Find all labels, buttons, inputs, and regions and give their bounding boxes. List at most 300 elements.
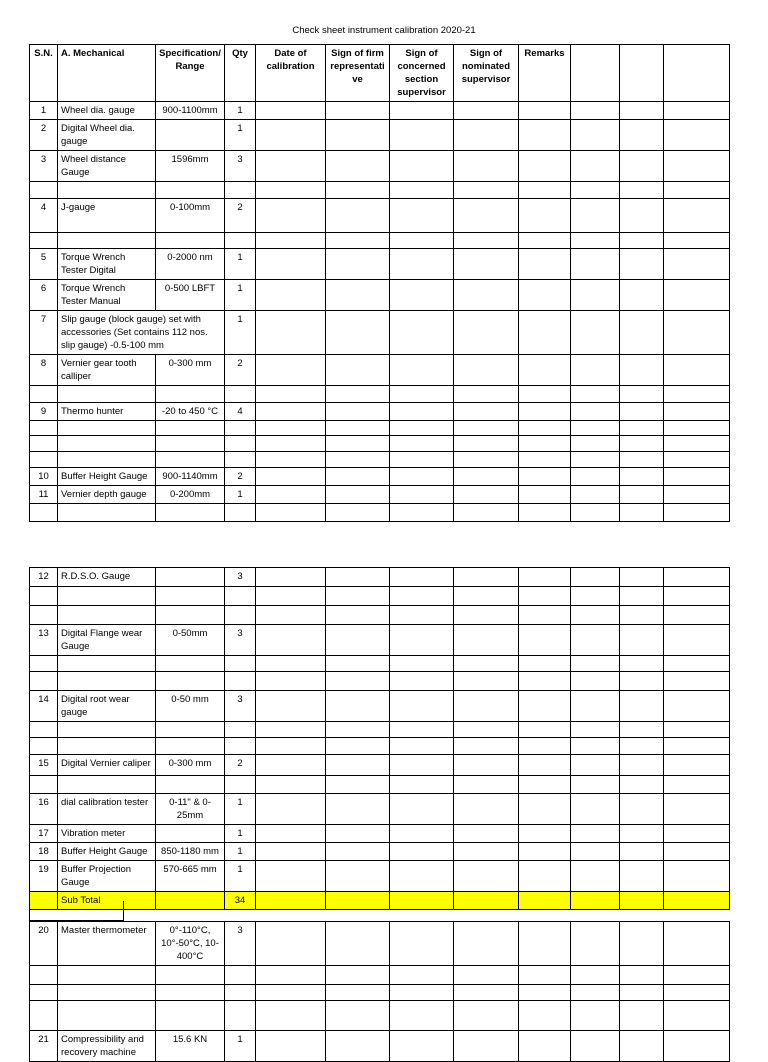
header-qty: Qty bbox=[225, 45, 256, 102]
instrument-name-cell: Digital root wear gauge bbox=[58, 691, 156, 722]
blank-cell bbox=[571, 421, 620, 436]
specification-cell: -20 to 450 °C bbox=[156, 403, 225, 421]
blank-cell bbox=[571, 468, 620, 486]
date-cell bbox=[256, 722, 326, 738]
instrument-name-cell: Wheel distance Gauge bbox=[58, 151, 156, 182]
blank-cell bbox=[620, 436, 664, 452]
date-cell bbox=[256, 794, 326, 825]
sign-section-cell bbox=[390, 486, 454, 504]
sign-firm-cell bbox=[326, 672, 390, 691]
specification-cell bbox=[156, 985, 225, 1001]
blank-cell bbox=[664, 861, 730, 892]
blank-row bbox=[30, 656, 730, 672]
blank-cell bbox=[620, 794, 664, 825]
instrument-name-cell bbox=[58, 776, 156, 794]
table-row bbox=[30, 120, 730, 151]
blank-cell bbox=[571, 436, 620, 452]
quantity-cell bbox=[225, 421, 256, 436]
instrument-name-cell bbox=[58, 587, 156, 606]
date-cell bbox=[256, 1001, 326, 1031]
sign-nominated-cell bbox=[454, 120, 519, 151]
blank-cell bbox=[571, 182, 620, 199]
page-title: Check sheet instrument calibration 2020-21 bbox=[292, 25, 476, 36]
table-row bbox=[30, 568, 730, 587]
sign-section-cell bbox=[390, 151, 454, 182]
sign-firm-cell bbox=[326, 233, 390, 249]
date-cell bbox=[256, 922, 326, 966]
instrument-name-cell bbox=[58, 966, 156, 985]
sign-section-cell bbox=[390, 421, 454, 436]
blank-cell bbox=[620, 120, 664, 151]
serial-number-cell: 3 bbox=[30, 151, 58, 182]
blank-cell bbox=[571, 672, 620, 691]
blank-cell bbox=[620, 1031, 664, 1062]
table-row bbox=[30, 625, 730, 656]
sign-section-cell bbox=[390, 966, 454, 985]
blank-cell bbox=[664, 102, 730, 120]
quantity-cell: 2 bbox=[225, 468, 256, 486]
sign-section-cell bbox=[390, 568, 454, 587]
blank-cell bbox=[664, 355, 730, 386]
blank-cell bbox=[571, 403, 620, 421]
remarks-cell bbox=[519, 249, 571, 280]
quantity-cell bbox=[225, 738, 256, 755]
blank-cell bbox=[664, 656, 730, 672]
instrument-name-cell: dial calibration tester bbox=[58, 794, 156, 825]
header-date: Date of calibration bbox=[256, 45, 326, 102]
blank-cell bbox=[664, 568, 730, 587]
blank-cell bbox=[571, 102, 620, 120]
specification-cell bbox=[156, 1001, 225, 1031]
blank-row bbox=[30, 738, 730, 755]
sign-section-cell bbox=[390, 468, 454, 486]
date-cell bbox=[256, 691, 326, 722]
serial-number-cell: 15 bbox=[30, 755, 58, 776]
date-cell bbox=[256, 843, 326, 861]
table-row bbox=[30, 825, 730, 843]
header-sign-nominated: Sign of nominated supervisor bbox=[454, 45, 519, 102]
blank-cell bbox=[620, 625, 664, 656]
sign-nominated-cell bbox=[454, 691, 519, 722]
serial-number-cell: 6 bbox=[30, 280, 58, 311]
blank-cell bbox=[571, 1001, 620, 1031]
blank-cell bbox=[571, 386, 620, 403]
blank-cell bbox=[620, 504, 664, 522]
serial-number-cell: 16 bbox=[30, 794, 58, 825]
blank-cell bbox=[571, 985, 620, 1001]
blank-cell bbox=[664, 486, 730, 504]
date-cell bbox=[256, 233, 326, 249]
remarks-cell bbox=[519, 504, 571, 522]
sign-section-cell bbox=[390, 776, 454, 794]
specification-cell: 0-11" & 0-25mm bbox=[156, 794, 225, 825]
sign-section-cell bbox=[390, 922, 454, 966]
blank-cell bbox=[620, 233, 664, 249]
specification-cell: 0-300 mm bbox=[156, 355, 225, 386]
specification-cell bbox=[156, 421, 225, 436]
quantity-cell: 3 bbox=[225, 691, 256, 722]
quantity-cell: 2 bbox=[225, 355, 256, 386]
serial-number-cell bbox=[30, 656, 58, 672]
sign-nominated-cell bbox=[454, 861, 519, 892]
quantity-cell bbox=[225, 452, 256, 468]
sign-nominated-cell bbox=[454, 436, 519, 452]
blank-cell bbox=[620, 1001, 664, 1031]
blank-cell bbox=[620, 861, 664, 892]
serial-number-cell: 21 bbox=[30, 1031, 58, 1062]
blank-cell bbox=[664, 182, 730, 199]
blank-cell bbox=[571, 656, 620, 672]
instrument-name-cell: Wheel dia. gauge bbox=[58, 102, 156, 120]
table-row bbox=[30, 468, 730, 486]
sign-nominated-cell bbox=[454, 452, 519, 468]
blank-cell bbox=[571, 151, 620, 182]
blank-cell bbox=[664, 587, 730, 606]
instrument-name-cell: Buffer Height Gauge bbox=[58, 843, 156, 861]
blank-row bbox=[30, 386, 730, 403]
sign-firm-cell bbox=[326, 825, 390, 843]
table-row bbox=[30, 755, 730, 776]
blank-cell bbox=[664, 922, 730, 966]
remarks-cell bbox=[519, 794, 571, 825]
remarks-cell bbox=[519, 151, 571, 182]
sign-nominated-cell bbox=[454, 587, 519, 606]
sign-nominated-cell bbox=[454, 568, 519, 587]
header-blank bbox=[571, 45, 620, 102]
sign-nominated-cell bbox=[454, 311, 519, 355]
blank-cell bbox=[664, 738, 730, 755]
date-cell bbox=[256, 421, 326, 436]
quantity-cell bbox=[225, 436, 256, 452]
remarks-cell bbox=[519, 755, 571, 776]
serial-number-cell: 19 bbox=[30, 861, 58, 892]
specification-cell: 850-1180 mm bbox=[156, 843, 225, 861]
blank-cell bbox=[620, 843, 664, 861]
serial-number-cell: 14 bbox=[30, 691, 58, 722]
instrument-name-cell bbox=[58, 436, 156, 452]
header-mechanical: A. Mechanical bbox=[58, 45, 156, 102]
remarks-cell bbox=[519, 966, 571, 985]
sign-section-cell bbox=[390, 861, 454, 892]
blank-cell bbox=[620, 468, 664, 486]
instrument-name-cell bbox=[58, 386, 156, 403]
instrument-name-cell: Master thermometer bbox=[58, 922, 156, 966]
serial-number-cell: 12 bbox=[30, 568, 58, 587]
quantity-cell bbox=[225, 966, 256, 985]
sign-firm-cell bbox=[326, 386, 390, 403]
table-row bbox=[30, 151, 730, 182]
blank-cell bbox=[571, 486, 620, 504]
sign-section-cell bbox=[390, 738, 454, 755]
blank-row bbox=[30, 672, 730, 691]
sign-section-cell bbox=[390, 1031, 454, 1062]
blank-cell bbox=[620, 403, 664, 421]
specification-cell: 0-50 mm bbox=[156, 691, 225, 722]
date-cell bbox=[256, 452, 326, 468]
instrument-name-cell: Buffer Height Gauge bbox=[58, 468, 156, 486]
instrument-name-cell: Digital Vernier caliper bbox=[58, 755, 156, 776]
blank-cell bbox=[571, 452, 620, 468]
serial-number-cell bbox=[30, 504, 58, 522]
blank-cell bbox=[620, 311, 664, 355]
date-cell bbox=[256, 606, 326, 625]
blank-cell bbox=[620, 280, 664, 311]
serial-number-cell: 10 bbox=[30, 468, 58, 486]
sign-firm-cell bbox=[326, 102, 390, 120]
remarks-cell bbox=[519, 486, 571, 504]
blank-cell bbox=[620, 486, 664, 504]
sign-nominated-cell bbox=[454, 102, 519, 120]
instrument-name-cell bbox=[58, 233, 156, 249]
sign-nominated-cell bbox=[454, 606, 519, 625]
specification-cell: 0°-110°C, 10°-50°C, 10-400°C bbox=[156, 922, 225, 966]
blank-row bbox=[30, 587, 730, 606]
table-stub bbox=[29, 901, 124, 921]
quantity-cell: 2 bbox=[225, 199, 256, 233]
date-cell bbox=[256, 656, 326, 672]
date-cell bbox=[256, 355, 326, 386]
remarks-cell bbox=[519, 691, 571, 722]
remarks-cell bbox=[519, 120, 571, 151]
instrument-name-cell: Digital Wheel dia. gauge bbox=[58, 120, 156, 151]
specification-cell: 0-100mm bbox=[156, 199, 225, 233]
blank-cell bbox=[664, 151, 730, 182]
serial-number-cell: 20 bbox=[30, 922, 58, 966]
sign-nominated-cell bbox=[454, 199, 519, 233]
specification-cell bbox=[156, 568, 225, 587]
date-cell bbox=[256, 403, 326, 421]
blank-row bbox=[30, 985, 730, 1001]
instrument-name-cell: J-gauge bbox=[58, 199, 156, 233]
serial-number-cell bbox=[30, 738, 58, 755]
date-cell bbox=[256, 738, 326, 755]
sign-section-cell bbox=[390, 1001, 454, 1031]
specification-cell bbox=[156, 436, 225, 452]
blank-cell bbox=[571, 966, 620, 985]
remarks-cell bbox=[519, 403, 571, 421]
quantity-cell bbox=[225, 776, 256, 794]
instrument-name-cell bbox=[58, 722, 156, 738]
blank-cell bbox=[664, 199, 730, 233]
quantity-cell: 1 bbox=[225, 486, 256, 504]
blank-cell bbox=[620, 966, 664, 985]
blank-cell bbox=[664, 311, 730, 355]
date-cell bbox=[256, 311, 326, 355]
blank-row bbox=[30, 504, 730, 522]
blank-cell bbox=[620, 587, 664, 606]
sign-firm-cell bbox=[326, 738, 390, 755]
sign-nominated-cell bbox=[454, 504, 519, 522]
sign-section-cell bbox=[390, 587, 454, 606]
blank-cell bbox=[571, 738, 620, 755]
instrument-name-cell: Compressibility and recovery machine bbox=[58, 1031, 156, 1062]
blank-cell bbox=[620, 355, 664, 386]
sign-section-cell bbox=[390, 452, 454, 468]
sign-section-cell bbox=[390, 625, 454, 656]
table-row bbox=[30, 794, 730, 825]
remarks-cell bbox=[519, 233, 571, 249]
specification-cell: 15.6 KN bbox=[156, 1031, 225, 1062]
quantity-cell: 1 bbox=[225, 794, 256, 825]
blank-cell bbox=[664, 606, 730, 625]
date-cell bbox=[256, 486, 326, 504]
specification-cell bbox=[156, 233, 225, 249]
blank-cell bbox=[620, 922, 664, 966]
sign-firm-cell bbox=[326, 182, 390, 199]
blank-row bbox=[30, 182, 730, 199]
blank-cell bbox=[620, 452, 664, 468]
sign-nominated-cell bbox=[454, 892, 519, 910]
blank-cell bbox=[620, 722, 664, 738]
quantity-cell: 3 bbox=[225, 151, 256, 182]
date-cell bbox=[256, 182, 326, 199]
serial-number-cell: 2 bbox=[30, 120, 58, 151]
blank-cell bbox=[571, 199, 620, 233]
blank-cell bbox=[620, 691, 664, 722]
remarks-cell bbox=[519, 280, 571, 311]
quantity-cell bbox=[225, 504, 256, 522]
sign-nominated-cell bbox=[454, 151, 519, 182]
table-row bbox=[30, 403, 730, 421]
serial-number-cell: 11 bbox=[30, 486, 58, 504]
sign-section-cell bbox=[390, 386, 454, 403]
subtotal-row bbox=[30, 892, 730, 910]
specification-cell bbox=[156, 672, 225, 691]
blank-cell bbox=[664, 436, 730, 452]
quantity-cell: 1 bbox=[225, 120, 256, 151]
sign-nominated-cell bbox=[454, 1001, 519, 1031]
serial-number-cell bbox=[30, 386, 58, 403]
sign-firm-cell bbox=[326, 606, 390, 625]
remarks-cell bbox=[519, 199, 571, 233]
blank-cell bbox=[620, 568, 664, 587]
sign-nominated-cell bbox=[454, 776, 519, 794]
serial-number-cell: 7 bbox=[30, 311, 58, 355]
instrument-name-cell: Vibration meter bbox=[58, 825, 156, 843]
blank-cell bbox=[664, 468, 730, 486]
date-cell bbox=[256, 672, 326, 691]
specification-cell: 900-1140mm bbox=[156, 468, 225, 486]
remarks-cell bbox=[519, 672, 571, 691]
blank-row bbox=[30, 606, 730, 625]
sign-nominated-cell bbox=[454, 722, 519, 738]
sign-nominated-cell bbox=[454, 182, 519, 199]
table-row bbox=[30, 102, 730, 120]
blank-cell bbox=[620, 892, 664, 910]
serial-number-cell: 17 bbox=[30, 825, 58, 843]
remarks-cell bbox=[519, 452, 571, 468]
quantity-cell bbox=[225, 985, 256, 1001]
blank-cell bbox=[664, 722, 730, 738]
sign-nominated-cell bbox=[454, 386, 519, 403]
blank-cell bbox=[664, 776, 730, 794]
blank-cell bbox=[620, 776, 664, 794]
quantity-cell: 3 bbox=[225, 568, 256, 587]
serial-number-cell bbox=[30, 233, 58, 249]
date-cell bbox=[256, 861, 326, 892]
blank-cell bbox=[571, 861, 620, 892]
date-cell bbox=[256, 280, 326, 311]
sign-firm-cell bbox=[326, 120, 390, 151]
specification-cell bbox=[156, 892, 225, 910]
remarks-cell bbox=[519, 922, 571, 966]
quantity-cell: 2 bbox=[225, 755, 256, 776]
remarks-cell bbox=[519, 861, 571, 892]
serial-number-cell bbox=[30, 182, 58, 199]
quantity-cell bbox=[225, 182, 256, 199]
sign-section-cell bbox=[390, 892, 454, 910]
blank-cell bbox=[620, 985, 664, 1001]
sign-firm-cell bbox=[326, 722, 390, 738]
remarks-cell bbox=[519, 606, 571, 625]
sign-nominated-cell bbox=[454, 738, 519, 755]
remarks-cell bbox=[519, 625, 571, 656]
sign-section-cell bbox=[390, 355, 454, 386]
blank-cell bbox=[664, 625, 730, 656]
sign-nominated-cell bbox=[454, 794, 519, 825]
instrument-name-cell bbox=[58, 606, 156, 625]
remarks-cell bbox=[519, 568, 571, 587]
specification-cell bbox=[156, 738, 225, 755]
sign-nominated-cell bbox=[454, 249, 519, 280]
blank-cell bbox=[571, 587, 620, 606]
blank-row bbox=[30, 776, 730, 794]
sign-firm-cell bbox=[326, 452, 390, 468]
specification-cell: 570-665 mm bbox=[156, 861, 225, 892]
blank-cell bbox=[664, 249, 730, 280]
quantity-cell: 1 bbox=[225, 311, 256, 355]
table-row bbox=[30, 922, 730, 966]
remarks-cell bbox=[519, 1031, 571, 1062]
sign-firm-cell bbox=[326, 1031, 390, 1062]
sign-firm-cell bbox=[326, 625, 390, 656]
sign-section-cell bbox=[390, 249, 454, 280]
remarks-cell bbox=[519, 843, 571, 861]
blank-cell bbox=[620, 672, 664, 691]
blank-cell bbox=[620, 738, 664, 755]
table-row bbox=[30, 1031, 730, 1062]
blank-cell bbox=[620, 151, 664, 182]
instrument-name-cell bbox=[58, 985, 156, 1001]
sign-firm-cell bbox=[326, 504, 390, 522]
blank-cell bbox=[620, 656, 664, 672]
blank-cell bbox=[571, 280, 620, 311]
sign-section-cell bbox=[390, 985, 454, 1001]
instrument-name-cell bbox=[58, 672, 156, 691]
blank-cell bbox=[664, 794, 730, 825]
header-blank bbox=[620, 45, 664, 102]
blank-cell bbox=[664, 755, 730, 776]
quantity-cell: 1 bbox=[225, 280, 256, 311]
table-row bbox=[30, 486, 730, 504]
specification-cell bbox=[156, 587, 225, 606]
instrument-name-cell bbox=[58, 656, 156, 672]
sign-section-cell bbox=[390, 280, 454, 311]
specification-cell: 0-200mm bbox=[156, 486, 225, 504]
specification-cell bbox=[156, 452, 225, 468]
sign-section-cell bbox=[390, 843, 454, 861]
sign-nominated-cell bbox=[454, 233, 519, 249]
instrument-name-cell: R.D.S.O. Gauge bbox=[58, 568, 156, 587]
sign-nominated-cell bbox=[454, 625, 519, 656]
table-row bbox=[30, 199, 730, 233]
blank-cell bbox=[620, 102, 664, 120]
sign-section-cell bbox=[390, 825, 454, 843]
calibration-table-3 bbox=[29, 921, 730, 1062]
blank-cell bbox=[664, 386, 730, 403]
blank-cell bbox=[571, 892, 620, 910]
blank-cell bbox=[620, 386, 664, 403]
